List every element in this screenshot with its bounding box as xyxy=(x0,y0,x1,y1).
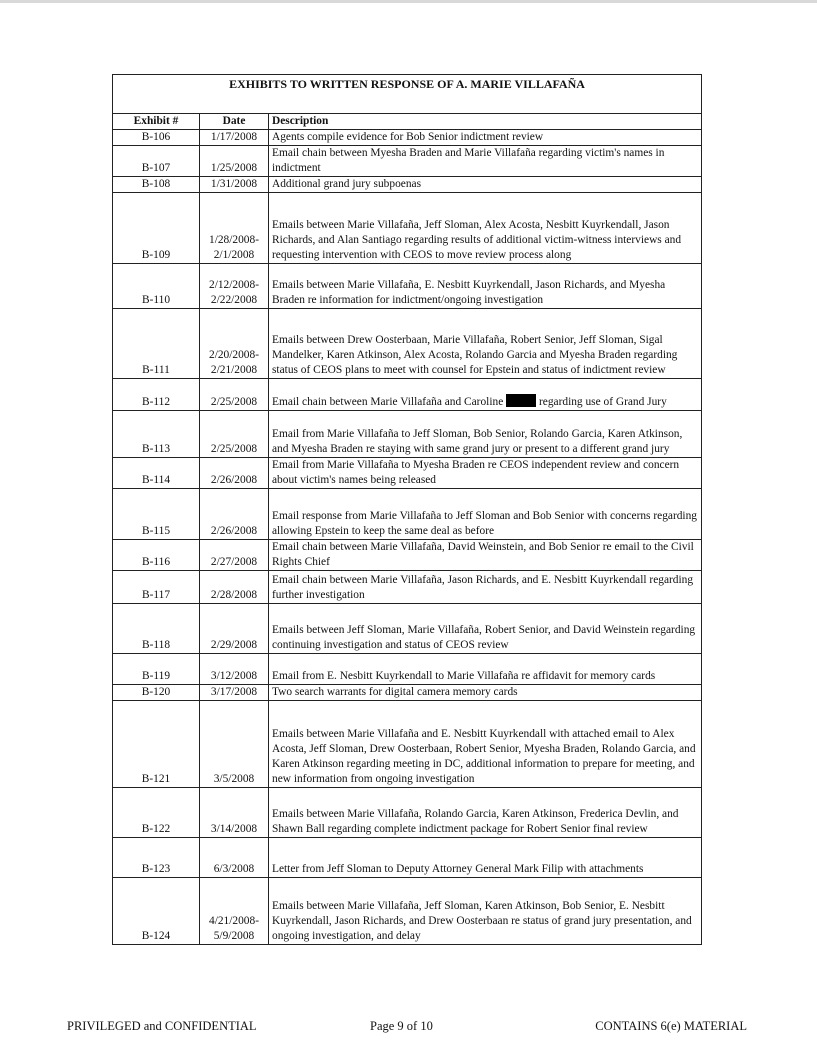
exhibit-number: B-109 xyxy=(113,193,200,264)
exhibit-date: 1/31/2008 xyxy=(200,177,269,193)
exhibit-description: Email chain between Myesha Braden and Marie Villafaña regarding victim's names in indictment xyxy=(269,146,702,177)
exhibit-description: Emails between Marie Villafaña, E. Nesbitt Kuyrkendall, Jason Richards, and Myesha Braden re information for indictment/ongoing investigation xyxy=(269,264,702,309)
exhibit-date: 2/12/2008- 2/22/2008 xyxy=(200,264,269,309)
exhibit-date: 2/29/2008 xyxy=(200,604,269,654)
exhibit-description: Emails between Marie Villafaña, Rolando Garcia, Karen Atkinson, Frederica Devlin, and Shawn Ball regarding complete indictment package for Robert Senior final review xyxy=(269,788,702,838)
exhibit-number: B-113 xyxy=(113,411,200,458)
exhibit-description xyxy=(269,379,702,411)
exhibit-date: 2/25/2008 xyxy=(200,411,269,458)
exhibit-number: B-110 xyxy=(113,264,200,309)
exhibit-date: 3/12/2008 xyxy=(200,654,269,685)
exhibit-number: B-116 xyxy=(113,540,200,571)
footer-privileged-label: PRIVILEGED and CONFIDENTIAL xyxy=(67,1019,257,1033)
column-header-description: Description xyxy=(269,114,702,130)
exhibit-description: Email from Marie Villafaña to Myesha Braden re CEOS independent review and concern about victim's names being released xyxy=(269,458,702,489)
exhibit-number: B-120 xyxy=(113,685,200,701)
exhibits-table xyxy=(112,74,702,945)
exhibit-description: Additional grand jury subpoenas xyxy=(269,177,702,193)
exhibit-date: 2/28/2008 xyxy=(200,571,269,604)
exhibit-description: Emails between Marie Villafaña and E. Nesbitt Kuyrkendall with attached email to Alex Acosta, Jeff Sloman, Drew Oosterbaan, Robert Senior, Myesha Braden, Rolando Garcia, and Karen Atkinson regarding meeting in DC, additional information to prepare for meeting, and new information from ongoing investigation xyxy=(269,701,702,788)
exhibit-description: Agents compile evidence for Bob Senior indictment review xyxy=(269,130,702,146)
table-row xyxy=(113,540,702,571)
exhibit-description: Email from Marie Villafaña to Jeff Sloman, Bob Senior, Rolando Garcia, Karen Atkinson, and Myesha Braden re staying with same grand jury or present to a different grand jury xyxy=(269,411,702,458)
exhibit-description: Email chain between Marie Villafaña, David Weinstein, and Bob Senior re email to the Civil Rights Chief xyxy=(269,540,702,571)
exhibit-date: 1/17/2008 xyxy=(200,130,269,146)
header-row xyxy=(113,114,702,130)
exhibit-date: 2/26/2008 xyxy=(200,489,269,540)
table-row xyxy=(113,458,702,489)
exhibit-date: 3/5/2008 xyxy=(200,701,269,788)
exhibit-date: 6/3/2008 xyxy=(200,838,269,878)
exhibit-description: Email response from Marie Villafaña to Jeff Sloman and Bob Senior with concerns regarding allowing Epstein to keep the same deal as before xyxy=(269,489,702,540)
exhibit-number: B-106 xyxy=(113,130,200,146)
title-row xyxy=(113,75,702,114)
column-header-date: Date xyxy=(200,114,269,130)
table-row xyxy=(113,654,702,685)
exhibit-date: 3/14/2008 xyxy=(200,788,269,838)
table-row xyxy=(113,130,702,146)
exhibit-number: B-121 xyxy=(113,701,200,788)
exhibit-date: 1/28/2008- 2/1/2008 xyxy=(200,193,269,264)
description-part-b: regarding use of Grand Jury xyxy=(538,396,667,409)
table-row xyxy=(113,571,702,604)
exhibit-date: 1/25/2008 xyxy=(200,146,269,177)
exhibit-date: 3/17/2008 xyxy=(200,685,269,701)
exhibit-date: 2/27/2008 xyxy=(200,540,269,571)
footer-page-number: Page 9 of 10 xyxy=(370,1019,433,1033)
exhibit-date: 2/26/2008 xyxy=(200,458,269,489)
exhibit-number: B-119 xyxy=(113,654,200,685)
table-row xyxy=(113,878,702,945)
exhibit-number: B-112 xyxy=(113,379,200,411)
table-row xyxy=(113,264,702,309)
exhibit-date: 4/21/2008- 5/9/2008 xyxy=(200,878,269,945)
exhibit-number: B-117 xyxy=(113,571,200,604)
table-row xyxy=(113,788,702,838)
exhibit-description: Emails between Drew Oosterbaan, Marie Villafaña, Robert Senior, Jeff Sloman, Sigal Mandelker, Karen Atkinson, Alex Acosta, Rolando Garcia and Myesha Braden regarding status of CEOS plans to meet with counsel for Epstein and status of indictment review xyxy=(269,309,702,379)
table-row xyxy=(113,177,702,193)
exhibit-description: Emails between Jeff Sloman, Marie Villafaña, Robert Senior, and David Weinstein regarding continuing investigation and status of CEOS review xyxy=(269,604,702,654)
table-row xyxy=(113,701,702,788)
exhibit-number: B-123 xyxy=(113,838,200,878)
exhibit-description: Two search warrants for digital camera memory cards xyxy=(269,685,702,701)
exhibit-description: Letter from Jeff Sloman to Deputy Attorney General Mark Filip with attachments xyxy=(269,838,702,878)
exhibit-description: Emails between Marie Villafaña, Jeff Sloman, Karen Atkinson, Bob Senior, E. Nesbitt Kuyrkendall, Jason Richards, and Drew Oosterbaan re status of grand jury presentation, and ongoing investigation, and delay xyxy=(269,878,702,945)
exhibit-number: B-107 xyxy=(113,146,200,177)
column-header-exhibit: Exhibit # xyxy=(113,114,200,130)
table-row xyxy=(113,685,702,701)
exhibit-number: B-114 xyxy=(113,458,200,489)
exhibit-number: B-115 xyxy=(113,489,200,540)
exhibit-date: 2/20/2008- 2/21/2008 xyxy=(200,309,269,379)
table-row xyxy=(113,309,702,379)
exhibit-number: B-108 xyxy=(113,177,200,193)
redaction-block xyxy=(506,394,536,407)
table-row xyxy=(113,604,702,654)
table-row xyxy=(113,411,702,458)
table-title: EXHIBITS TO WRITTEN RESPONSE OF A. MARIE VILLAFAÑA xyxy=(113,75,702,114)
description-part-a: Email chain between Marie Villafaña and Caroline xyxy=(272,396,504,409)
table-row xyxy=(113,489,702,540)
exhibit-number: B-124 xyxy=(113,878,200,945)
page-top-edge xyxy=(0,0,817,3)
exhibit-description: Email chain between Marie Villafaña, Jason Richards, and E. Nesbitt Kuyrkendall regarding further investigation xyxy=(269,571,702,604)
table-row xyxy=(113,838,702,878)
footer-6e-label: CONTAINS 6(e) MATERIAL xyxy=(595,1019,747,1033)
exhibit-description: Email from E. Nesbitt Kuyrkendall to Marie Villafaña re affidavit for memory cards xyxy=(269,654,702,685)
table-row xyxy=(113,379,702,411)
table-row xyxy=(113,193,702,264)
exhibit-number: B-118 xyxy=(113,604,200,654)
exhibit-number: B-122 xyxy=(113,788,200,838)
exhibit-date: 2/25/2008 xyxy=(200,379,269,411)
table-row xyxy=(113,146,702,177)
exhibit-number: B-111 xyxy=(113,309,200,379)
exhibit-description: Emails between Marie Villafaña, Jeff Sloman, Alex Acosta, Nesbitt Kuyrkendall, Jason Richards, and Alan Santiago regarding results of additional victim-witness interviews and requesting intervention with CEOS to move review process along xyxy=(269,193,702,264)
